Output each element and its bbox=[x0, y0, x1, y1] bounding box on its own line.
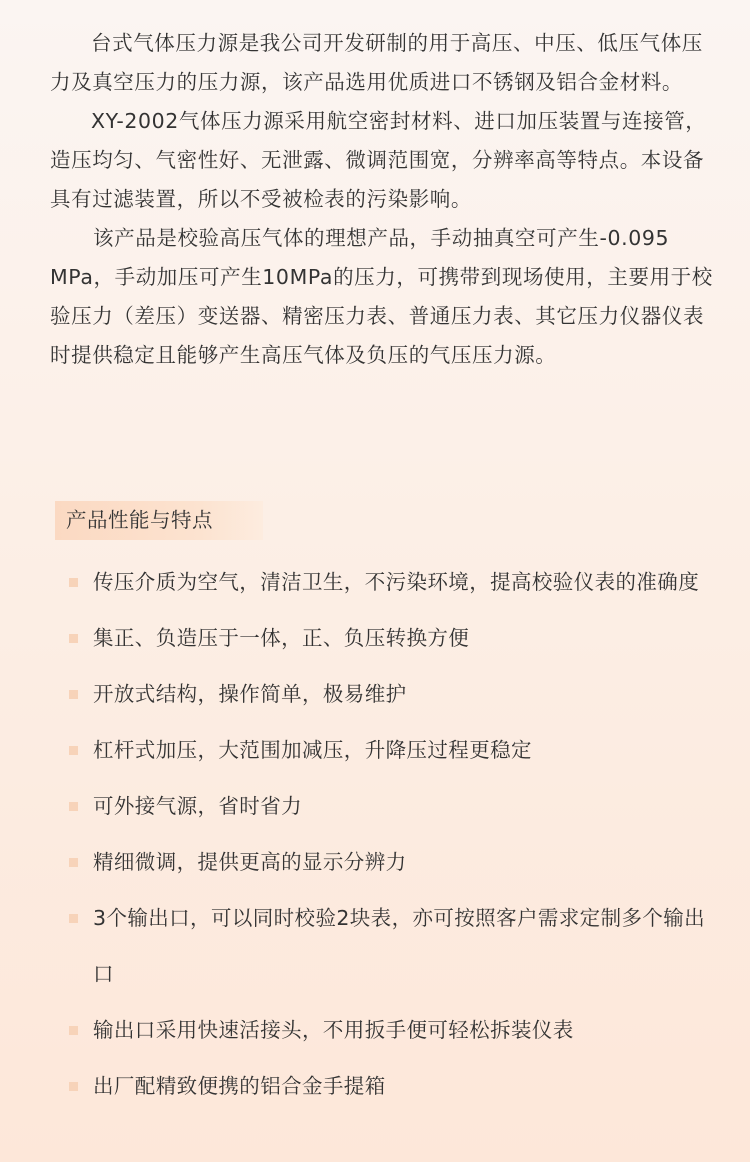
feature-item bbox=[0, 554, 750, 610]
square-bullet-icon bbox=[69, 914, 78, 923]
feature-text: 传压介质为空气，清洁卫生，不污染环境，提高校验仪表的准确度 bbox=[93, 570, 700, 594]
feature-text: 开放式结构，操作简单，极易维护 bbox=[93, 682, 407, 706]
feature-item bbox=[0, 722, 750, 778]
square-bullet-icon bbox=[69, 858, 78, 867]
square-bullet-icon bbox=[69, 746, 78, 755]
feature-item bbox=[0, 666, 750, 722]
feature-text: 可外接气源，省时省力 bbox=[93, 794, 302, 818]
intro-paragraph: XY-2002气体压力源采用航空密封材料、进口加压装置与连接管，造压均匀、气密性好、无泄露、微调范围宽，分辨率高等特点。本设备具有过滤装置，所以不受被检表的污染影响。 bbox=[50, 109, 707, 211]
square-bullet-icon bbox=[69, 1026, 78, 1035]
intro-paragraph: 台式气体压力源是我公司开发研制的用于高压、中压、低压气体压力及真空压力的压力源，该产品选用优质进口不锈钢及铝合金材料。 bbox=[50, 31, 703, 94]
feature-text: 出厂配精致便携的铝合金手提箱 bbox=[93, 1074, 386, 1098]
feature-item bbox=[0, 778, 750, 834]
feature-item bbox=[0, 834, 750, 890]
feature-text: 输出口采用快速活接头，不用扳手便可轻松拆装仪表 bbox=[93, 1018, 574, 1042]
square-bullet-icon bbox=[69, 578, 78, 587]
feature-item bbox=[0, 610, 750, 666]
feature-list bbox=[0, 554, 750, 1114]
square-bullet-icon bbox=[69, 1082, 78, 1091]
feature-text: 杠杆式加压，大范围加减压，升降压过程更稳定 bbox=[93, 738, 532, 762]
feature-item bbox=[0, 1002, 750, 1058]
section-title-tag: 产品性能与特点 bbox=[55, 501, 263, 540]
square-bullet-icon bbox=[69, 634, 78, 643]
square-bullet-icon bbox=[69, 802, 78, 811]
intro-paragraph: 该产品是校验高压气体的理想产品，手动抽真空可产生-0.095 MPa，手动加压可产生10MPa的压力，可携带到现场使用，主要用于校验压力（差压）变送器、精密压力表、普通压力表、其它压力仪器仪表时提供稳定且能够产生高压气体及负压的气压压力源。 bbox=[50, 226, 713, 367]
feature-item bbox=[0, 1058, 750, 1114]
square-bullet-icon bbox=[69, 690, 78, 699]
feature-text: 3个输出口，可以同时校验2块表，亦可按照客户需求定制多个输出口 bbox=[93, 906, 706, 986]
feature-text: 集正、负造压于一体，正、负压转换方便 bbox=[93, 626, 470, 650]
feature-item bbox=[0, 890, 750, 1002]
feature-text: 精细微调，提供更高的显示分辨力 bbox=[93, 850, 407, 874]
product-description bbox=[50, 24, 718, 375]
